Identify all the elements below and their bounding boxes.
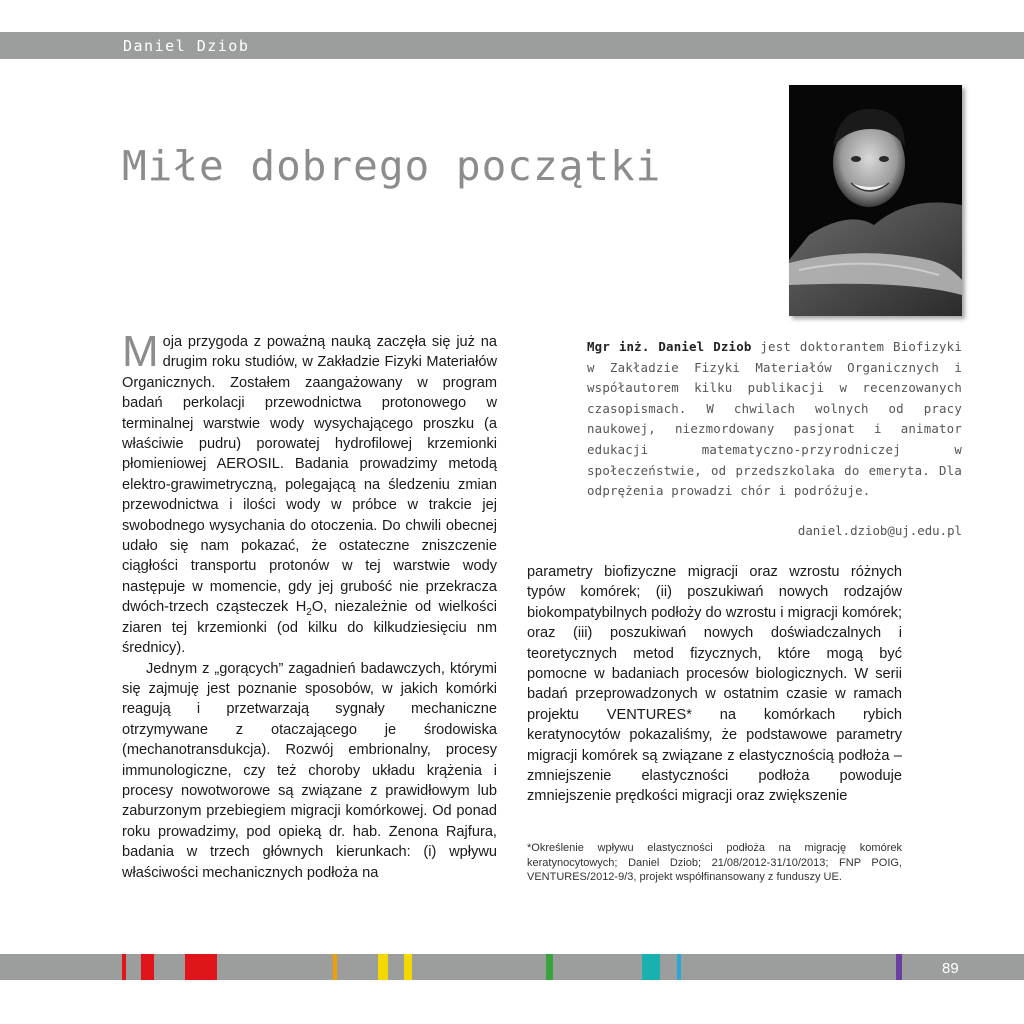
bio-text: jest doktorantem Biofizyki w Zakładzie Fizyki Materiałów Organicznych i współautorem kilku publikacji w recenzowanych czasopismach. W chwilach wolnych od pracy naukowej, niezmordowany pasjonat i animator edukacji matematyczno-przyrodniczej w społeczeństwie, od przedszkolaka do emeryta. Dla odprężenia prowadzi chór i podróżuje. [587,339,962,499]
color-stripe [404,954,412,980]
color-stripe [642,954,660,980]
color-stripe [677,954,681,980]
paragraph-1-end: O, niezależnie od wielkości ziaren tej krzemionki (od kilku do kilkudziesięciu nm średnicy). [122,599,497,657]
portrait-image [789,85,962,316]
color-stripe [896,954,902,980]
header-author: Daniel Dziob [123,37,250,55]
color-stripe [185,954,217,980]
color-stripe [141,954,154,980]
paragraph-1-text: oja przygoda z poważną nauką zaczęła się już na drugim roku studiów, w Zakładzie Fizyki Materiałów Organicznych. Zostałem zaangażowany w program badań perkolacji przewodnictwa protonowego w terminalnej warstwie wody wysychającego proszku (a właściwie pudru) porowatej hydrofilowej krzemionki płomieniowej AEROSIL. Badania prowadzimy metodą elektro-grawimetryczną, polegającą na śledzeniu zmian przewodnictwa i ilości wody w próbce w trakcie jej swobodnego wysychania do otoczenia. Do chwili obecnej udało się nam pokazać, że ostateczne zniszczenie ciągłości transportu protonów w tej warstwie wody następuje w momencie, gdy jej grubość nie przekracza dwóch-trzech cząsteczek H [122,334,497,616]
bio-name: Mgr inż. Daniel Dziob [587,339,752,354]
color-stripe [122,954,126,980]
page-number: 89 [942,960,959,977]
paragraph-2: Jednym z „gorących” zagadnień badawczych, którymi się zajmuję jest poznanie sposobów, w jakich komórki reagują i przetwarzają sygnały mechaniczne otrzymywane z otaczającego je środowiska (mechanotransdukcja). Rozwój embrionalny, procesy immunologiczne, czy też choroby układu krążenia i procesy nowotworowe są związane z prawidłowym lub zaburzonym przebiegiem migracji komórkowej. Od ponad roku prowadzimy, pod opieką dr. hab. Zenona Rajfura, badania w trzech głównych kierunkach: (i) wpływu właściwości mechanicznych podłoża na [122,660,497,881]
color-stripe [378,954,388,980]
author-email: daniel.dziob@uj.edu.pl [797,523,962,538]
footnote: *Określenie wpływu elastyczności podłoża na migrację komórek keratynocytowych; Daniel Dziob; 21/08/2012-31/10/2013; FNP POIG, VENTURES/2012-9/3, projekt współfinansowany z funduszy UE. [527,842,902,883]
author-photo [789,85,962,316]
footer-bar [0,954,1024,980]
author-bio [587,337,962,502]
subscript-2: 2 [306,607,312,619]
drop-cap: M [122,327,159,376]
article-column-left [122,327,497,883]
paragraph-3: parametry biofizyczne migracji oraz wzrostu różnych typów komórek; (ii) poszukiwań nowych rodzajów biokompatybilnych podłoży do wzrostu i migracji komórek; oraz (iii) poszukiwań nowych doświadczalnych i teoretycznych metod fizycznych, które mogą być pomocne w badaniach procesów biologicznych. W serii badań przeprowadzonych w ostatnim czasie w ramach projektu VENTURES* na komórkach rybich keratynocytów pokazaliśmy, że podstawowe parametry migracji komórek są związane z elastycznością podłoża – zmniejszenie elastyczności podłoża powoduje zmniejszenie prędkości migracji oraz zwiększenie [527,564,902,805]
header-bar [0,32,1024,59]
color-stripe [333,954,337,980]
color-stripe [546,954,553,980]
paragraph-1 [122,327,497,659]
article-title: Miłe dobrego początki [122,142,662,190]
